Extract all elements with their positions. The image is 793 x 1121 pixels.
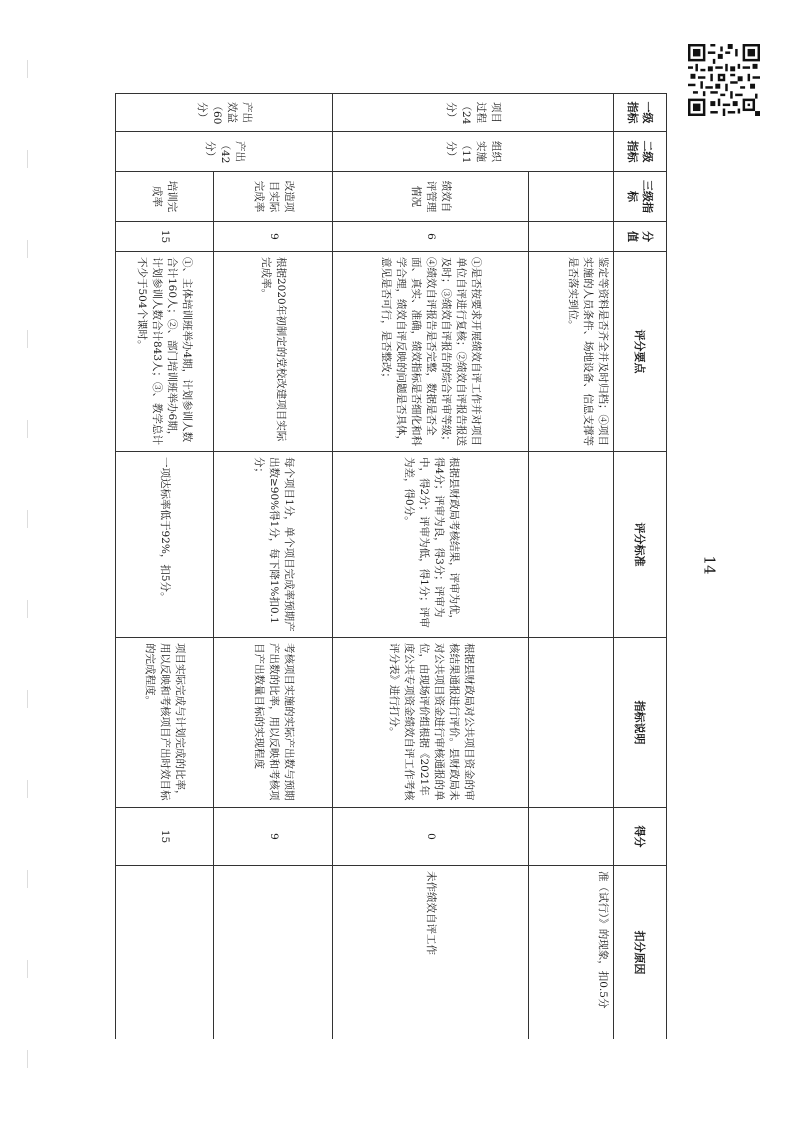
margin-mark xyxy=(27,240,28,258)
explain-cell xyxy=(528,638,613,808)
margin-mark xyxy=(27,330,28,348)
l1-cell: 项目过程（24分） xyxy=(333,94,613,132)
standard-cell: 一项达标率低于92%，扣5分。 xyxy=(116,452,214,638)
explain-cell: 项目实际完成与计划完成的比率，用以反映和考核项目产出时效目标的完成程度。 xyxy=(116,638,214,808)
reason-cell: 未作绩效自评工作 xyxy=(333,866,529,1040)
margin-mark xyxy=(27,600,28,618)
qr-code-icon xyxy=(688,44,760,116)
l3-cell xyxy=(528,172,613,222)
margin-mark xyxy=(27,510,28,528)
reason-cell: 准（试行）》的现象，扣0.5分 xyxy=(528,866,613,1040)
score-cell: 6 xyxy=(333,222,529,252)
l2-cell: 产出（42分） xyxy=(116,132,333,172)
points-cell: ①是否按要求开展绩效自评工作并对项目单位自评进行复核；②绩效自评报告报送及时；③绩效自评报告的综合评审等级；④绩效自评报告是否完整，数据是否全面、真实、准确，绩效指标是否细化和科学合理，绩效自评反映的问题是否具体，意见是否可行，是否整改； xyxy=(333,252,529,452)
header-cell: 扣分原因 xyxy=(613,866,666,1040)
l2-cell: 组织实施（11分） xyxy=(333,132,613,172)
header-cell: 得分 xyxy=(613,808,666,866)
explain-cell: 考核项目实施的实际产出数与预期产出数的比率，用以反映和考核项目产出数量目标的实现程度 xyxy=(213,638,333,808)
margin-mark xyxy=(27,960,28,978)
margin-mark xyxy=(27,1050,28,1068)
reason-cell xyxy=(116,866,214,1040)
l3-cell: 改造项目实际完成率 xyxy=(213,172,333,222)
score-cell xyxy=(528,222,613,252)
margin-mark xyxy=(27,150,28,168)
explain-cell: 根据县财政局对公共项目资金的审核结果通报进行评价。县财政局未对公共项目资金进行审核通报的单位，由现场评价组根据《2021年度公共专项资金绩效自评工作考核评分表》进行打分。 xyxy=(333,638,529,808)
header-cell: 指标说明 xyxy=(613,638,666,808)
reason-cell xyxy=(213,866,333,1040)
got-cell: 0 xyxy=(333,808,529,866)
points-cell: ①、主体培训班举办4期，计划参训人数合计160人；②、部门培训班举办6期，计划参训人数合计843人；③、教学总计不少于504个课时。 xyxy=(116,252,214,452)
l1-cell: 产出效益（60分） xyxy=(116,94,333,132)
got-cell: 15 xyxy=(116,808,214,866)
margin-mark xyxy=(27,870,28,888)
table-row xyxy=(116,94,214,1040)
margin-mark xyxy=(27,780,28,798)
table-header-row xyxy=(613,94,666,1040)
got-cell: 9 xyxy=(213,808,333,866)
points-cell: 根据2020年初制定的党校改建项目实际完成率。 xyxy=(213,252,333,452)
score-cell: 9 xyxy=(213,222,333,252)
header-cell: 三级指标 xyxy=(613,172,666,222)
margin-mark xyxy=(27,690,28,708)
page-number: 14 xyxy=(700,555,719,575)
l3-cell: 培训完成率 xyxy=(116,172,214,222)
header-cell: 分值 xyxy=(613,222,666,252)
points-cell: 鉴定等资料是否齐全并及时归档；④项目实施的人员条件、场地设备、信息支撑等是否落实到位。 xyxy=(528,252,613,452)
header-cell: 评分标准 xyxy=(613,452,666,638)
score-cell: 15 xyxy=(116,222,214,252)
standard-cell: 根据县财政局考核结果，评审为优，得4分；评审为良，得3分；评审为中，得2分；评审为低，得1分；评审为差，得0分。 xyxy=(333,452,529,638)
header-cell: 二级指标 xyxy=(613,132,666,172)
table-row xyxy=(528,94,613,1040)
evaluation-table xyxy=(115,93,667,1039)
standard-cell xyxy=(528,452,613,638)
standard-cell: 每个项目1分，单个项目完成率预期产出数≥90%得1分，每下降1%扣0.1分； xyxy=(213,452,333,638)
header-cell: 一级指标 xyxy=(613,94,666,132)
got-cell xyxy=(528,808,613,866)
table-row xyxy=(213,94,333,1040)
rotated-table-sheet xyxy=(115,93,667,1039)
header-cell: 评分要点 xyxy=(613,252,666,452)
l3-cell: 绩效自评管理情况 xyxy=(333,172,529,222)
table-row xyxy=(333,94,529,1040)
margin-mark xyxy=(27,420,28,438)
margin-mark xyxy=(27,60,28,78)
